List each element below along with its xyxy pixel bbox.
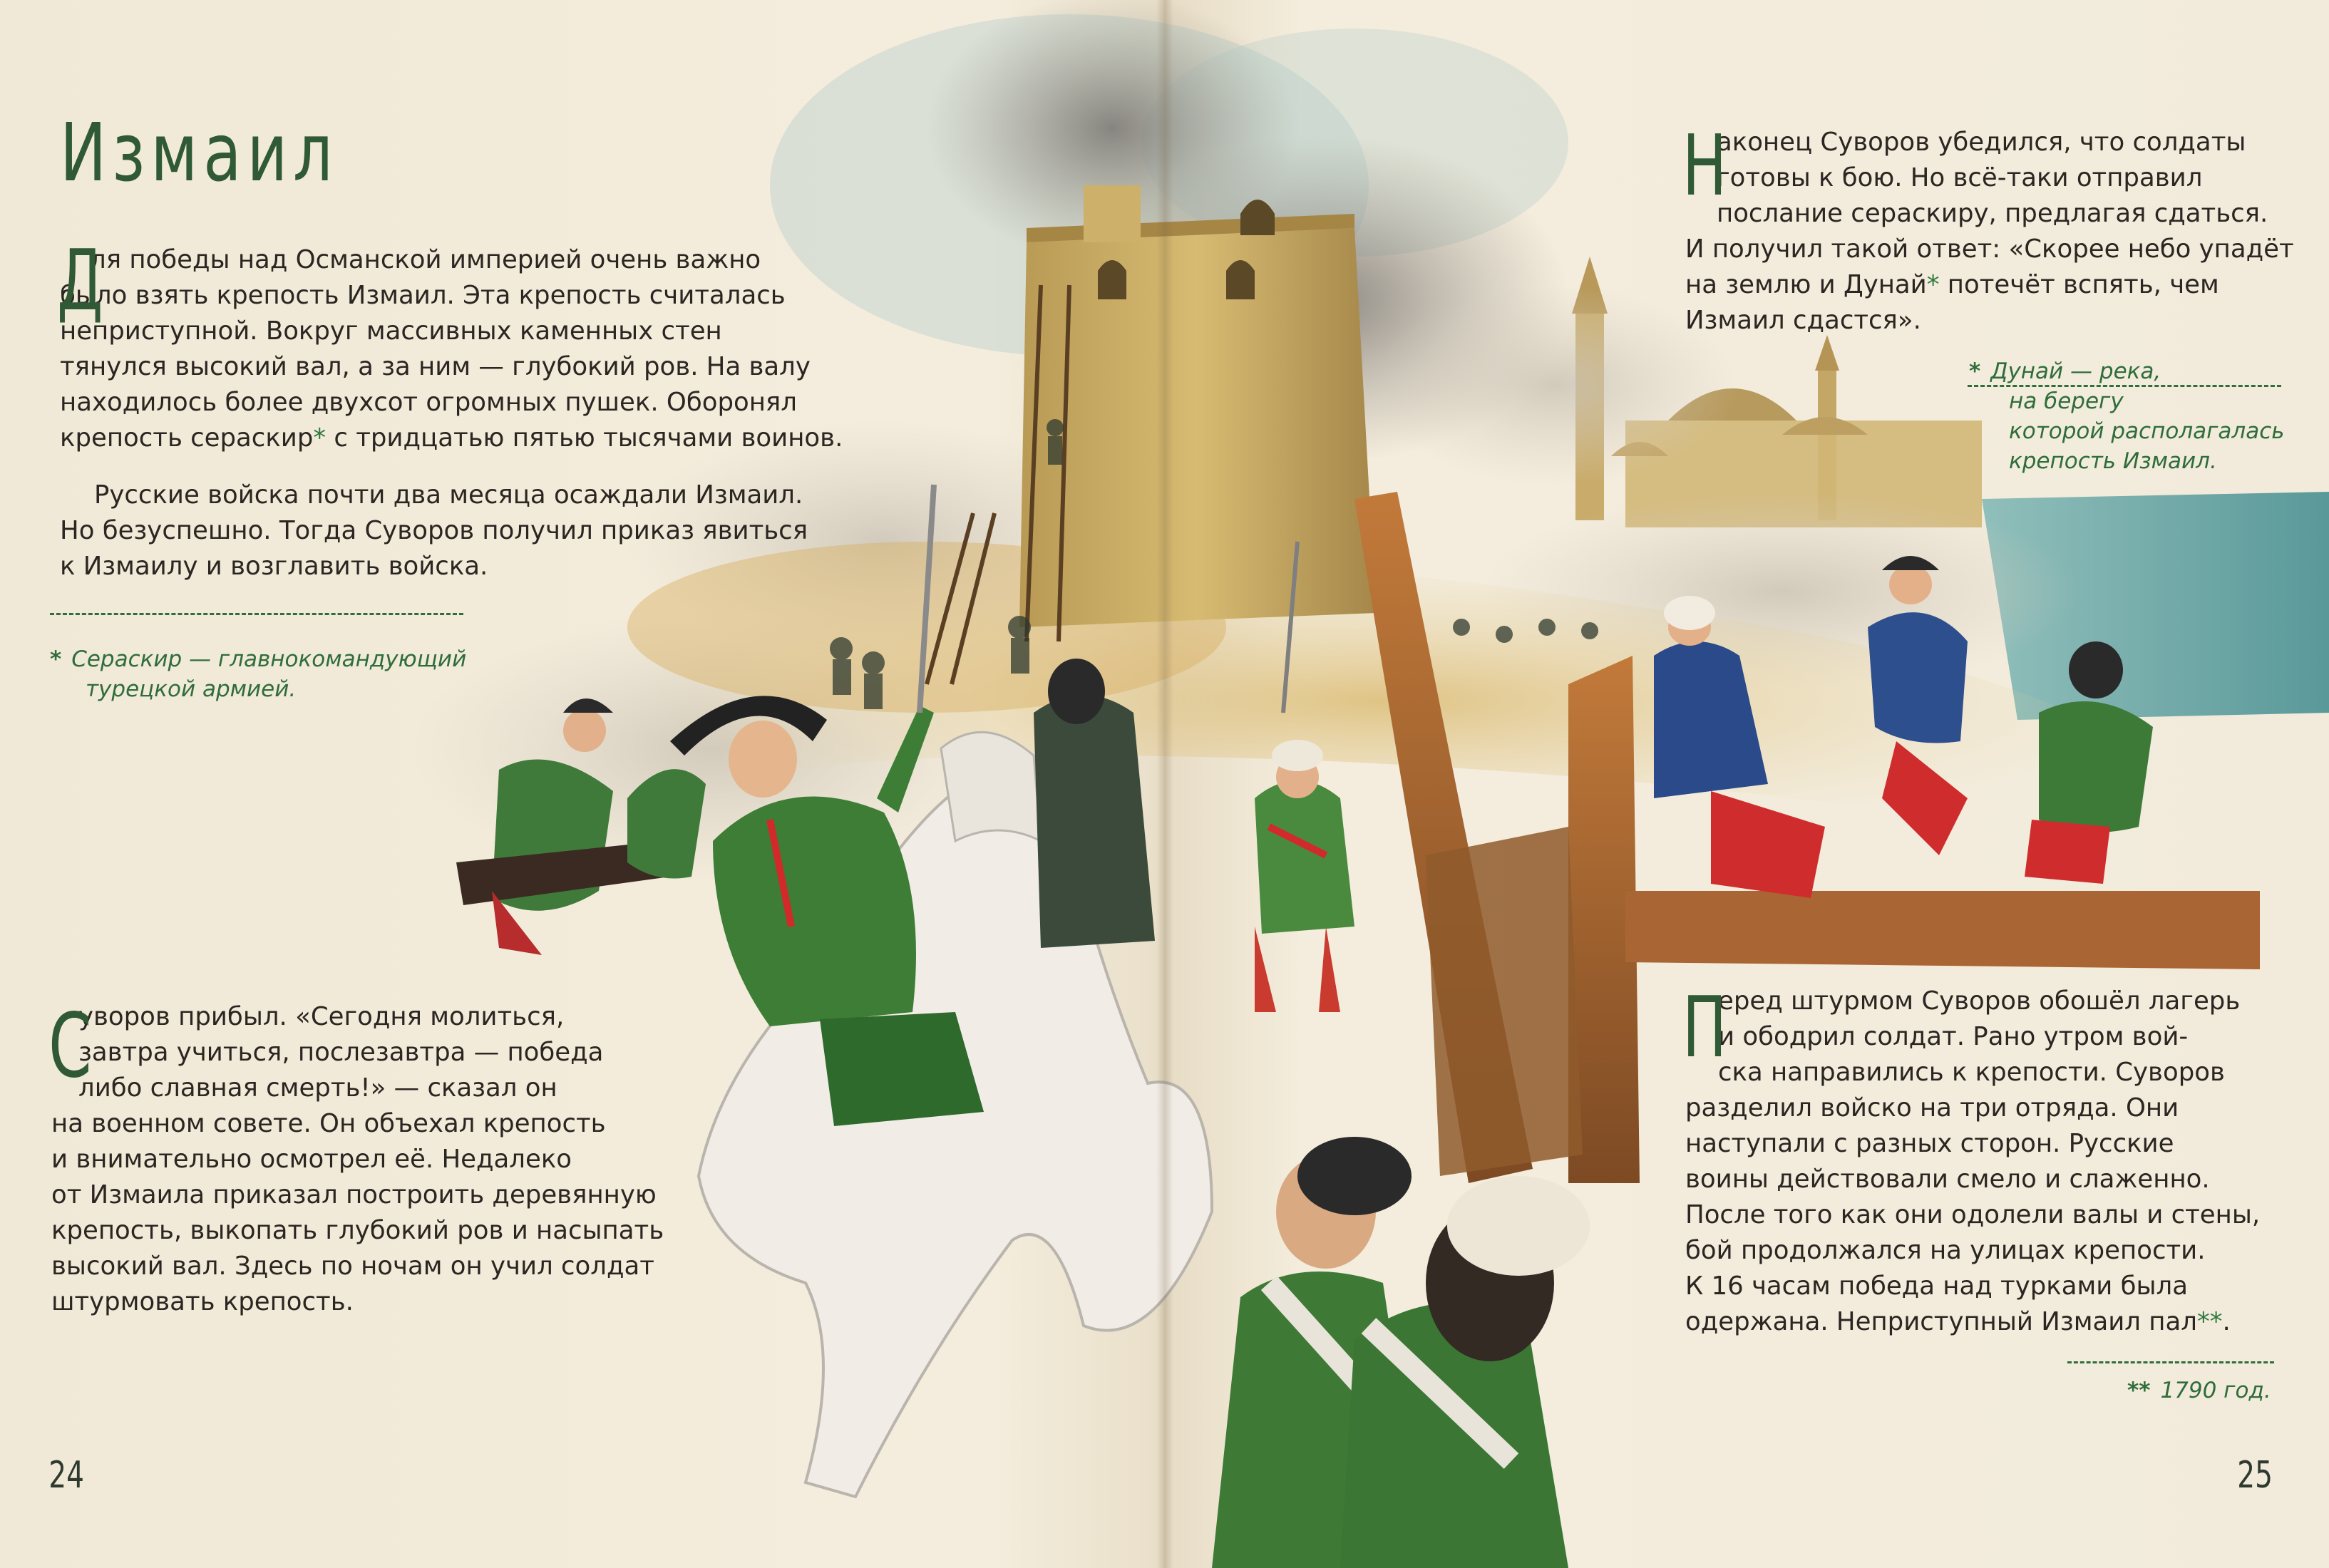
dropcap-letter: Д (57, 231, 103, 329)
text-line (60, 421, 843, 456)
text-line: крепость, выкопать глубокий ров и насыпать (51, 1216, 664, 1245)
assault-text-block (1682, 978, 2261, 1340)
fortress-tower (1019, 185, 1376, 627)
footnote-seraskir (50, 644, 466, 704)
text-line: И получил такой ответ: «Скорее небо упадёт (1685, 234, 2294, 264)
footnote-mark: * (1969, 359, 1981, 384)
text-line: либо славная смерть!» — сказал он (78, 1073, 557, 1103)
footnote-line: Сераскир — главнокомандующий (71, 646, 467, 672)
dropcap-letter: С (48, 995, 92, 1098)
text-line (1685, 267, 2294, 303)
footnote-divider (2067, 1361, 2274, 1363)
text-line: на военном совете. Он объехал крепость (51, 1109, 606, 1138)
text-line: и ободрил солдат. Рано утром вой- (1718, 1022, 2189, 1051)
text-line: ля победы над Османской империей очень важно (90, 245, 761, 274)
text-line: к Измаилу и возглавить войска. (60, 552, 488, 581)
text-line (1685, 1304, 2260, 1340)
text-line: находилось более двухсот огромных пушек. Оборонял (60, 388, 797, 417)
text-fragment: на землю и Дунай (1685, 270, 1927, 299)
footnote-line: 1790 год. (2160, 1378, 2271, 1403)
text-line: еред штурмом Суворов обошёл лагерь (1718, 986, 2241, 1016)
text-line: готовы к бою. Но всё-таки отправил (1717, 163, 2203, 192)
footnote-year (2127, 1376, 2271, 1405)
foreground-soldiers (1212, 1137, 1590, 1568)
dropcap-letter: Н (1682, 116, 1727, 215)
text-fragment: потечёт вспять, чем (1939, 270, 2219, 299)
text-line: Но безуспешно. Тогда Суворов получил приказ явиться (60, 516, 808, 545)
text-line: воины действовали смело и слаженно. (1685, 1165, 2210, 1194)
book-spine (1156, 0, 1173, 1568)
footnote-mark: * (50, 646, 62, 672)
footnote-line: которой располагалась (2009, 418, 2285, 444)
page-number-left: 24 (48, 1454, 84, 1497)
text-line: уворов прибыл. «Сегодня молиться, (78, 1002, 565, 1031)
text-line: аконец Суворов убедился, что солдаты (1717, 128, 2246, 157)
text-line: высокий вал. Здесь по ночам он учил солдат (51, 1252, 654, 1281)
text-line: тянулся высокий вал, а за ним — глубокий ров. На валу (60, 352, 811, 381)
text-fragment: . (2222, 1307, 2231, 1336)
intro-text-block (57, 231, 843, 584)
text-line: и внимательно осмотрел её. Недалеко (51, 1145, 572, 1174)
text-line: послание сераскиру, предлагая сдаться. (1717, 199, 2268, 228)
text-line: штурмовать крепость. (51, 1287, 354, 1316)
text-line: бой продолжался на улицах крепости. (1685, 1236, 2206, 1265)
footnote-line: турецкой армией. (86, 676, 297, 702)
text-line: ска направились к крепости. Суворов (1718, 1058, 2225, 1087)
footnote-divider (50, 613, 463, 615)
text-line: Измаил сдастся». (1685, 306, 1921, 335)
text-line: наступали с разных сторон. Русские (1685, 1129, 2174, 1158)
text-line: Русские войска почти два месяца осаждали Измаил. (94, 480, 803, 510)
text-line: После того как они одолели валы и стены, (1685, 1200, 2261, 1229)
footnote-danube (1969, 356, 2285, 476)
text-line: было взять крепость Измаил. Эта крепость считалась (60, 281, 786, 310)
footnote-star: * (313, 423, 327, 453)
text-line: разделил войско на три отряда. Они (1685, 1093, 2179, 1123)
dropcap-letter: П (1682, 978, 1727, 1076)
text-fragment: крепость сераскир (60, 423, 314, 453)
footnote-star: * (1926, 270, 1940, 299)
footnote-star: ** (2196, 1307, 2223, 1336)
text-line: К 16 часам победа над турками была (1685, 1272, 2188, 1301)
text-fragment: одержана. Неприступный Измаил пал (1685, 1307, 2197, 1336)
ultimatum-text-block (1682, 116, 2294, 339)
arrival-text-block (48, 995, 664, 1320)
text-line: от Измаила приказал построить деревянную (51, 1180, 657, 1209)
footnote-line: на берегу (2009, 388, 2124, 414)
text-line: неприступной. Вокруг массивных каменных стен (60, 316, 722, 346)
footnote-line: крепость Измаил. (2009, 448, 2217, 474)
text-fragment: с тридцатью пятью тысячами воинов. (326, 423, 843, 453)
text-line: завтра учиться, послезавтра — победа (78, 1038, 604, 1067)
footnote-line: Дунай — река, (1990, 359, 2161, 384)
page-title: Измаил (60, 107, 339, 200)
footnote-mark: ** (2127, 1378, 2151, 1403)
page-number-right: 25 (2237, 1454, 2273, 1497)
